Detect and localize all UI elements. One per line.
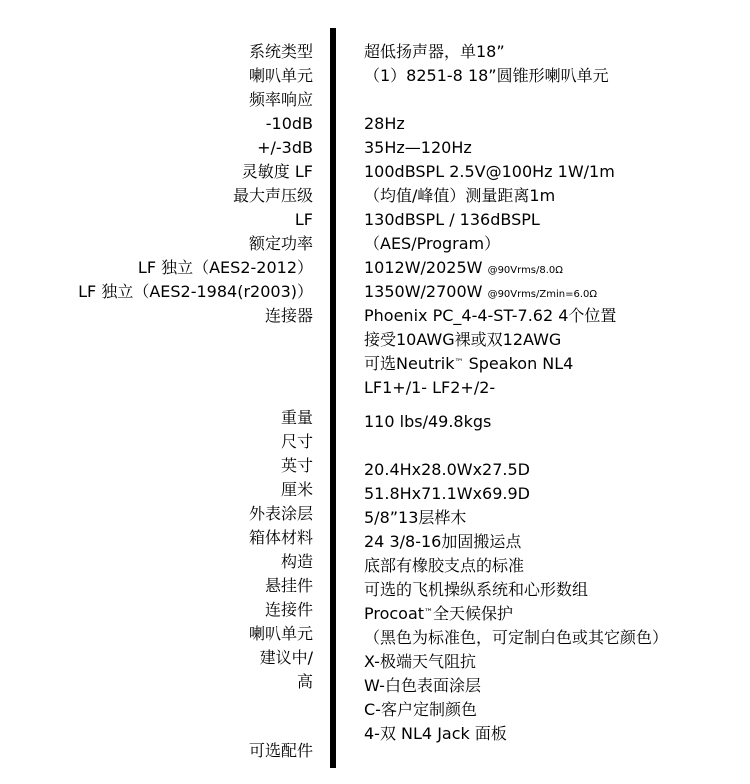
value-connector-1: Phoenix PC_4-4-ST-7.62 4个位置 — [364, 306, 617, 325]
value-connector-3-model: Speakon NL4 — [463, 354, 574, 373]
label-high: 高 — [296, 672, 313, 691]
label-finish: 外表涂层 — [248, 504, 313, 523]
value-connector-4: LF1+/1- LF2+/2- — [364, 378, 496, 397]
label-connector: 连接器 — [264, 306, 313, 325]
value-suspension: 可选的飞机操纵系统和心形数组 — [364, 580, 589, 599]
value-lf-aes2-1984-note: @90Vrms/Zmin=6.0Ω — [487, 289, 598, 300]
value-weight: 110 lbs/49.8kgs — [364, 412, 492, 431]
value-fittings-brand: Procoat — [364, 604, 425, 623]
value-plus-minus-3db: 35Hz—120Hz — [364, 138, 472, 157]
value-rated-power: （AES/Program） — [364, 234, 501, 253]
label-suspension: 悬挂件 — [264, 576, 313, 595]
value-max-spl: （均值/峰值）测量距离1m — [364, 186, 556, 205]
label-sensitivity: 灵敏度 LF — [241, 162, 313, 181]
value-inches: 20.4Hx28.0Wx27.5D — [364, 460, 530, 479]
value-lf-aes2-1984-main: 1350W/2700W — [364, 282, 483, 301]
value-centimeters: 51.8Hx71.1Wx69.9D — [364, 484, 530, 503]
label-driver: 喇叭单元 — [248, 66, 313, 85]
vertical-divider — [330, 28, 336, 768]
value-connector-3 — [364, 354, 573, 374]
label-max-spl: 最大声压级 — [232, 186, 313, 205]
label-rated-power: 额定功率 — [248, 234, 313, 253]
label-frequency-response: 频率响应 — [248, 90, 313, 109]
value-driver: （1）8251-8 18”圆锥形喇叭单元 — [364, 66, 609, 85]
label-driver-2: 喇叭单元 — [248, 624, 313, 643]
value-lf-aes2-2012-main: 1012W/2025W — [364, 258, 483, 277]
label-inches: 英寸 — [280, 456, 313, 475]
trademark-symbol: ™ — [424, 608, 434, 618]
value-lf: 130dBSPL / 136dBSPL — [364, 210, 540, 229]
value-recommended: X-极端天气阻抗 — [364, 652, 476, 671]
value-finish: 5/8”13层桦木 — [364, 508, 467, 527]
label-minus-10db: -10dB — [265, 114, 313, 133]
value-lf-aes2-2012-note: @90Vrms/8.0Ω — [487, 265, 563, 276]
value-high: W-白色表面涂层 — [364, 676, 481, 695]
label-construction: 构造 — [280, 552, 313, 571]
label-options: 可选配件 — [248, 741, 313, 760]
value-options: 4-双 NL4 Jack 面板 — [364, 724, 507, 743]
trademark-symbol: ™ — [454, 358, 464, 368]
label-plus-minus-3db: +/-3dB — [257, 138, 313, 157]
value-system-type: 超低扬声器，单18” — [364, 42, 505, 61]
value-enclosure: 24 3/8-16加固搬运点 — [364, 532, 522, 551]
label-weight: 重量 — [280, 408, 313, 427]
value-custom-color: C-客户定制颜色 — [364, 700, 477, 719]
label-recommended: 建议中/ — [259, 648, 313, 667]
value-lf-aes2-1984 — [364, 282, 597, 305]
value-construction: 底部有橡胶支点的标准 — [364, 556, 525, 575]
value-lf-aes2-2012 — [364, 258, 563, 281]
value-minus-10db: 28Hz — [364, 114, 405, 133]
label-enclosure: 箱体材料 — [248, 528, 313, 547]
value-fittings-desc: 全天候保护 — [433, 604, 514, 623]
label-fittings: 连接件 — [264, 600, 313, 619]
label-dimensions: 尺寸 — [280, 432, 313, 451]
value-fittings — [364, 604, 513, 624]
value-driver-2: （黑色为标准色，可定制白色或其它颜色） — [364, 628, 669, 647]
label-lf-aes2-1984: LF 独立（AES2-1984(r2003)） — [78, 282, 313, 301]
label-system-type: 系统类型 — [248, 42, 313, 61]
value-sensitivity: 100dBSPL 2.5V@100Hz 1W/1m — [364, 162, 615, 181]
label-lf-aes2-2012: LF 独立（AES2-2012） — [137, 258, 313, 277]
label-centimeters: 厘米 — [280, 480, 313, 499]
label-lf: LF — [294, 210, 313, 229]
value-connector-3-brand: 可选Neutrik — [364, 354, 455, 373]
value-connector-2: 接受10AWG裸或双12AWG — [364, 330, 562, 349]
